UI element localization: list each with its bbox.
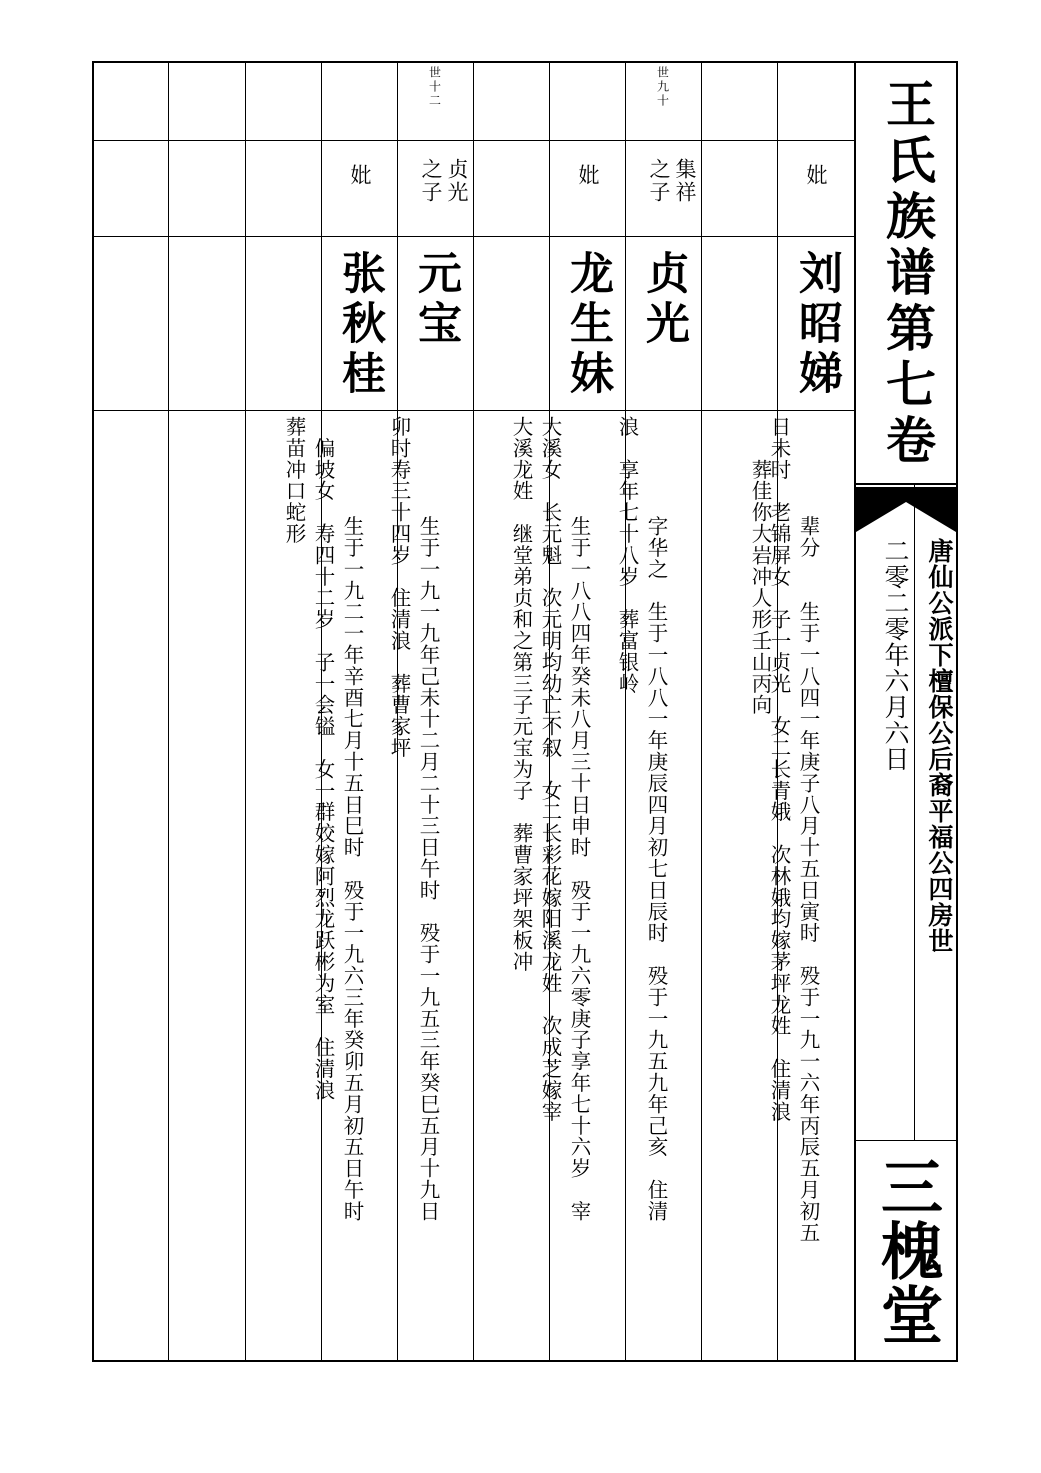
branch-line: 唐仙公派下檀保公后裔平福公四房世: [925, 538, 954, 954]
fishtail-ornament: [856, 488, 956, 532]
person-name: 元宝: [410, 250, 461, 350]
bio-line: 大溪女 长元魁 次元明均幼亡不叙 女二长彩花嫁阳溪龙姓 次成芝嫁宰: [538, 416, 562, 1123]
burial-note: 葬佳你大岩冲人形壬山丙向: [748, 416, 772, 716]
relation-label: 妣: [576, 164, 600, 187]
person-name: 张秋桂: [334, 250, 385, 400]
header-rule: [914, 485, 915, 1141]
biography-text: [510, 416, 622, 1356]
empty-column: [94, 63, 168, 1360]
biography-text: [615, 416, 699, 1356]
relation-line: 贞光: [445, 158, 469, 204]
grid-line: [854, 61, 856, 1362]
relation-line: 集祥: [673, 158, 697, 204]
grid-line: [92, 1360, 958, 1362]
biography-text: [283, 416, 395, 1356]
bio-line: 生于一九二一年辛酉七月十五日巳时 殁于一九六三年癸卯五月初五日午时: [340, 515, 364, 1222]
header-rule: [856, 1140, 956, 1141]
grid-line: [701, 61, 702, 1362]
compile-date: 二零二零年六月六日: [881, 538, 910, 772]
grid-line: [473, 61, 474, 1362]
relation-line: 之子: [647, 158, 671, 204]
relation-label: 妣: [348, 164, 372, 187]
bio-line: 大溪龙姓 继堂弟贞和之第三子元宝为子 葬曹家坪架板冲: [509, 416, 533, 973]
bio-line: 辈分 生于一八四一年庚子八月十五日寅时 殁于一九一六年丙辰五月初五: [796, 515, 820, 1244]
bio-line: 日未时 老锦屏女 子一贞光 女二长青娥 次林娥均嫁茅坪龙姓 住清浪: [767, 416, 791, 1123]
book-title: 王氏族谱第七卷: [878, 78, 937, 470]
bio-line: 葬苗冲口蛇形: [282, 416, 306, 545]
bio-line: 字华之 生于一八八一年庚辰四月初七日辰时 殁于一九五九年己亥 住清: [644, 515, 668, 1222]
person-name: 刘昭娣: [791, 250, 842, 400]
hall-name: 三槐堂: [870, 1155, 944, 1347]
relation-label: 妣: [804, 164, 828, 187]
relation-label: [630, 158, 698, 232]
bio-line: 生于一八八四年癸未八月三十日申时 殁于一九六零庚子享年七十六岁 宰: [567, 515, 591, 1222]
biography-text: [387, 416, 471, 1356]
grid-line: [245, 61, 246, 1362]
generation-label: 世九十: [655, 66, 670, 108]
person-name: 贞光: [638, 250, 689, 350]
header-rule: [856, 483, 956, 485]
generation-label: 世十二: [427, 66, 442, 108]
relation-label: [402, 158, 470, 232]
bio-line: 卯时寿三十四岁 住清浪 葬曹家坪: [387, 416, 411, 759]
person-name: 龙生妹: [562, 250, 613, 400]
bio-line: 偏坡女 寿四十二岁 子一会镒 女一群姣嫁阿烈龙跃彬为室 住清浪: [311, 416, 335, 1101]
biography-text: [767, 416, 851, 1356]
empty-column: [169, 63, 245, 1360]
relation-line: 之子: [419, 158, 443, 204]
grid-line: [956, 61, 958, 1362]
bio-line: 浪 享年七十八岁 葬富银岭: [615, 416, 639, 695]
bio-line: 生于一九一九年己未十二月二十三日午时 殁于一九五三年癸巳五月十九日: [416, 515, 440, 1222]
